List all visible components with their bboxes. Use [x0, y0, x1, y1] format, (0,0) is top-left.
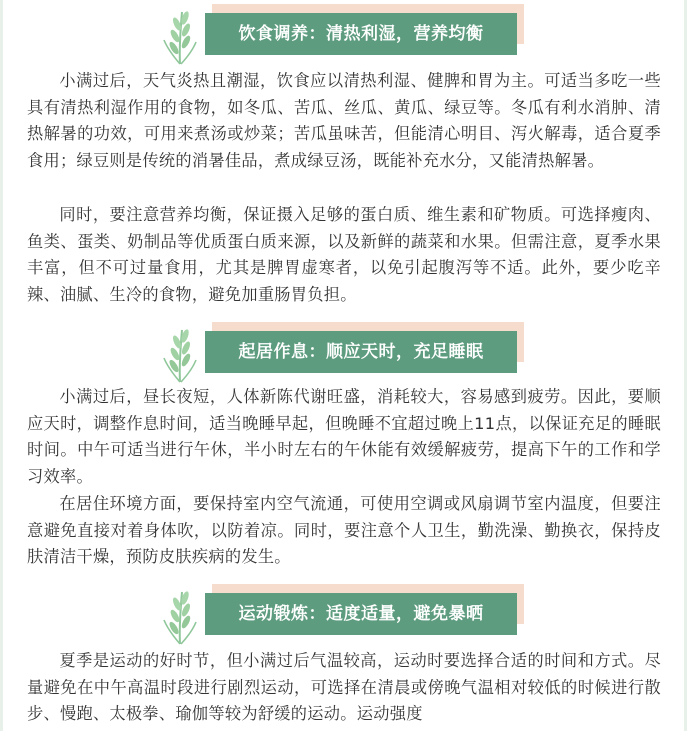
section-title: 运动锻炼：适度适量，避免暴晒 — [205, 593, 517, 635]
section-header-diet — [0, 2, 687, 66]
section-title: 起居作息：顺应天时，充足睡眠 — [205, 331, 517, 373]
section-title: 饮食调养：清热利湿，营养均衡 — [205, 13, 517, 55]
section-header-exercise — [0, 582, 687, 646]
wheat-icon — [158, 324, 202, 384]
paragraph: 小满过后，天气炎热且潮湿，饮食应以清热利湿、健脾和胃为主。可适当多吃一些具有清热利湿作用的食物，如冬瓜、苦瓜、丝瓜、黄瓜、绿豆等。冬瓜有利水消肿、清热解暑的功效，可用来煮汤或炒菜；苦瓜虽味苦，但能清心明目、泻火解毒，适合夏季食用；绿豆则是传统的消暑佳品，煮成绿豆汤，既能补充水分，又能清热解暑。 — [27, 71, 661, 171]
paragraph: 小满过后，昼长夜短，人体新陈代谢旺盛，消耗较大，容易感到疲劳。因此，要顺应天时，调整作息时间，适当晚睡早起，但晚睡不宜超过晚上11点，以保证充足的睡眠时间。中午可适当进行午休，半小时左右的午休能有效缓解疲劳，提高下午的工作和学习效率。 — [27, 387, 661, 487]
paragraph: 同时，要注意营养均衡，保证摄入足够的蛋白质、维生素和矿物质。可选择瘦肉、鱼类、蛋类、奶制品等优质蛋白质来源，以及新鲜的蔬菜和水果。但需注意，夏季水果丰富，但不可过量食用，尤其是脾胃虚寒者，以免引起腹泻等不适。此外，要少吃辛辣、油腻、生冷的食物，避免加重肠胃负担。 — [27, 205, 661, 305]
paragraph: 夏季是运动的好时节，但小满过后气温较高，运动时要选择合适的时间和方式。尽量避免在中午高温时段进行剧烈运动，可选择在清晨或傍晚气温相对较低的时候进行散步、慢跑、太极拳、瑜伽等较为舒缓的运动。运动强度 — [27, 651, 661, 724]
wheat-icon — [158, 586, 202, 646]
wheat-icon — [158, 6, 202, 66]
paragraph: 在居住环境方面，要保持室内空气流通，可使用空调或风扇调节室内温度，但要注意避免直接对着身体吹，以防着凉。同时，要注意个人卫生，勤洗澡、勤换衣，保持皮肤清洁干燥，预防皮肤疾病的发生。 — [27, 494, 661, 567]
section-header-routine — [0, 320, 687, 384]
